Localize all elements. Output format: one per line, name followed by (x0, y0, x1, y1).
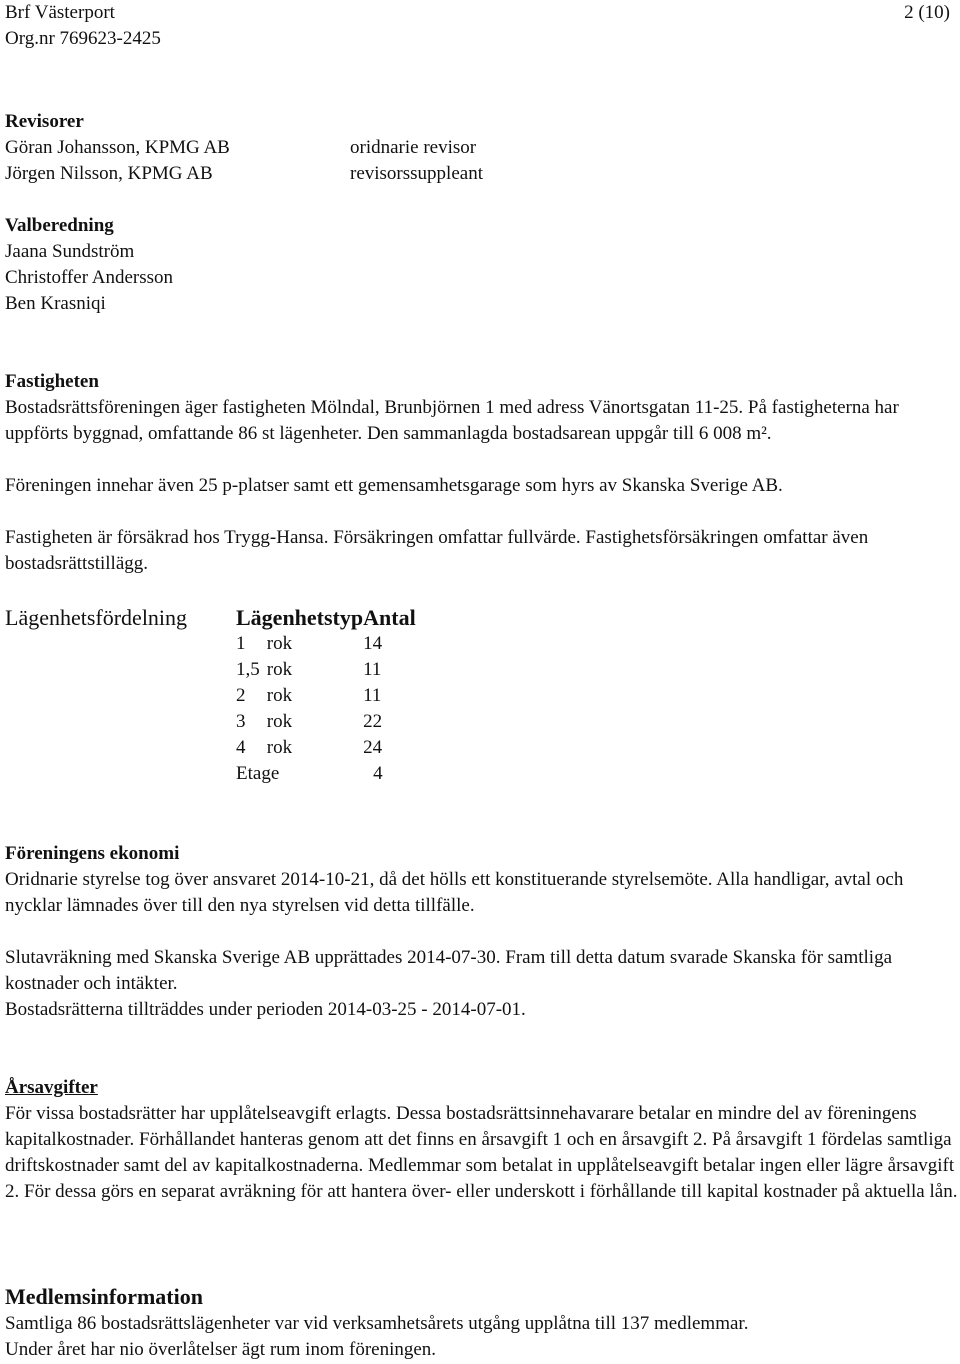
revisor-row (5, 135, 605, 161)
valberedning-member: Christoffer Andersson (5, 267, 173, 288)
apt-size: 4 (236, 737, 246, 758)
arsavgifter-paragraph: För vissa bostadsrätter har upplåtelseavgift erlagts. Dessa bostadsrättsinnehavarare betalar en mindre del av föreningens kapitalkostnader. Förhållandet hanteras genom att det finns en årsavgift 1 och en årsavgift 2. På årsavgift 1 fördelas samtliga driftskostnader samt del av kapitalkostnaderna. Medlemmar som betalat in upplåtelseavgift betalar ingen eller lägre årsavgift 2. För dessa görs en separat avräkning för att hantera över- eller underskott i förhållande till kapital kostnader på aktuella lån. (5, 1103, 958, 1202)
valberedning-heading: Valberedning (5, 215, 114, 236)
medlemsinformation-paragraph: Samtliga 86 bostadsrättslägenheter var vid verksamhetsårets utgång upplåtna till 137 medlemmar. (5, 1313, 749, 1334)
table-header-row (236, 605, 416, 631)
column-header-count: Antal (363, 605, 416, 630)
apt-count: 24 (363, 737, 383, 758)
revisorer-heading: Revisorer (5, 111, 84, 132)
fastigheten-paragraph: Fastigheten är försäkrad hos Trygg-Hansa. Försäkringen omfattar fullvärde. Fastighetsförsäkringen omfattar även bostadsrättstillägg. (5, 527, 869, 574)
apt-unit: rok (266, 633, 293, 654)
page-number: 2 (10) (904, 2, 950, 23)
apt-unit: rok (266, 685, 293, 706)
table-row (236, 761, 416, 787)
table-row (236, 735, 416, 761)
revisor-name: Jörgen Nilsson, KPMG AB (5, 163, 213, 184)
apt-unit: rok (266, 737, 293, 758)
apartment-table (236, 605, 416, 787)
ekonomi-paragraph: Bostadsrätterna tillträddes under perioden 2014-03-25 - 2014-07-01. (5, 999, 526, 1020)
fastigheten-heading: Fastigheten (5, 371, 99, 392)
apartment-distribution-label: Lägenhetsfördelning (5, 605, 188, 630)
arsavgifter-heading: Årsavgifter (5, 1077, 98, 1098)
valberedning-member: Jaana Sundström (5, 241, 135, 262)
table-row (236, 709, 416, 735)
org-name: Brf Västerport (5, 2, 115, 23)
apt-unit: rok (266, 711, 293, 732)
medlemsinformation-heading: Medlemsinformation (5, 1284, 203, 1309)
revisor-role: revisorssuppleant (350, 163, 483, 184)
apt-unit: rok (266, 659, 293, 680)
table-row (236, 631, 416, 657)
apt-count: 22 (363, 711, 383, 732)
apt-size: Etage (236, 763, 280, 784)
revisor-role: oridnarie revisor (350, 137, 477, 158)
fastigheten-paragraph: Bostadsrättsföreningen äger fastigheten Mölndal, Brunbjörnen 1 med adress Vänortsgatan 11-25. På fastigheterna har uppförts byggnad, omfattande 86 st lägenheter. Den sammanlagda bostadsarean uppgår till 6 008 m². (5, 397, 899, 444)
fastigheten-paragraph: Föreningen innehar även 25 p-platser samt ett gemensamhetsgarage som hyrs av Skanska Sverige AB. (5, 475, 783, 496)
revisor-row (5, 161, 605, 187)
apt-count: 4 (373, 763, 383, 784)
apt-size: 1,5 (236, 659, 260, 680)
apt-count: 14 (363, 633, 383, 654)
apt-size: 2 (236, 685, 246, 706)
apt-size: 3 (236, 711, 246, 732)
column-header-type: Lägenhetstyp (236, 605, 364, 630)
ekonomi-heading: Föreningens ekonomi (5, 843, 180, 864)
document-header (5, 0, 161, 52)
ekonomi-paragraph: Slutavräkning med Skanska Sverige AB upprättades 2014-07-30. Fram till detta datum svarade Skanska för samtliga kostnader och intäkter. (5, 947, 893, 994)
valberedning-member: Ben Krasniqi (5, 293, 106, 314)
apt-size: 1 (236, 633, 246, 654)
revisorer-list (5, 135, 605, 187)
org-number: Org.nr 769623-2425 (5, 28, 161, 49)
table-row (236, 657, 416, 683)
apt-count: 11 (363, 685, 382, 706)
table-row (236, 683, 416, 709)
revisor-name: Göran Johansson, KPMG AB (5, 137, 230, 158)
ekonomi-paragraph: Oridnarie styrelse tog över ansvaret 2014-10-21, då det hölls ett konstituerande styrelsemöte. Alla handligar, avtal och nycklar lämnades över till den nya styrelsen vid detta tillfälle. (5, 869, 904, 916)
apt-count: 11 (363, 659, 382, 680)
medlemsinformation-paragraph: Under året har nio överlåtelser ägt rum inom föreningen. (5, 1339, 437, 1360)
